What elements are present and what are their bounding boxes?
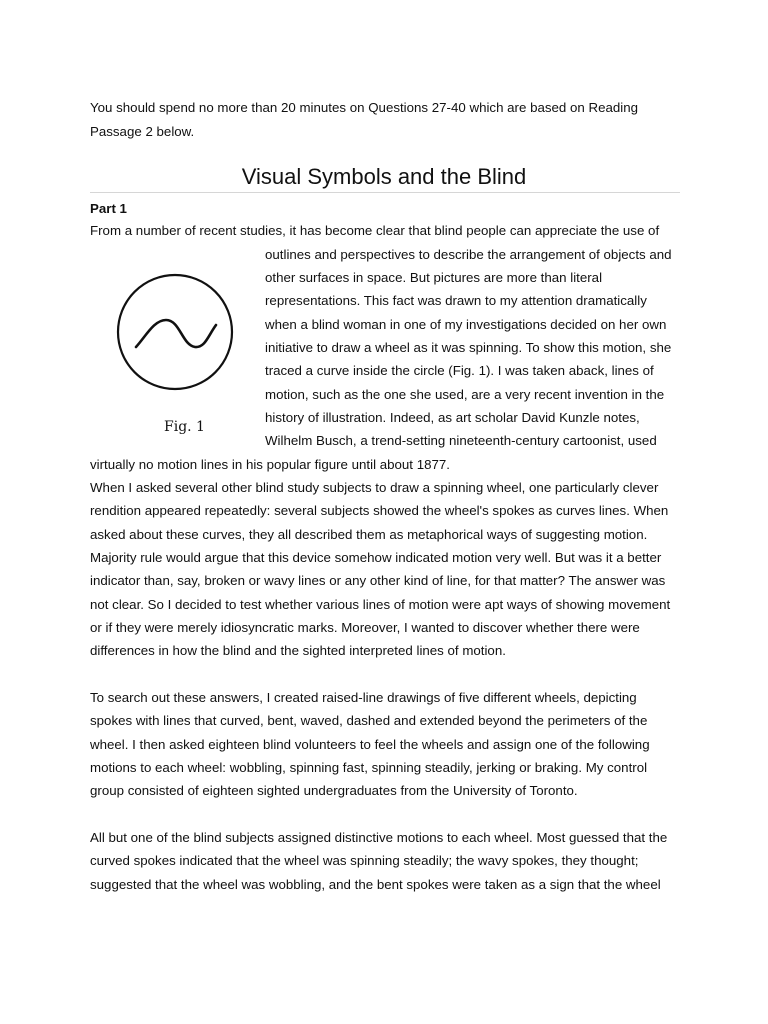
- paragraph3-line: motions to each wheel: wobbling, spinning fast, spinning steadily, jerking or braking. My control: [90, 760, 648, 775]
- spinning-wheel-drawing: [110, 270, 240, 410]
- paragraph3-line: spokes with lines that curved, bent, waved, dashed and extended beyond the perimeters of the: [90, 713, 648, 728]
- paragraph2-line: asked about these curves, they all described them as metaphorical ways of suggesting motion.: [90, 527, 648, 542]
- paragraph1-line: representations. This fact was drawn to my attention dramatically: [265, 293, 647, 308]
- paragraph1-line: when a blind woman in one of my investigations decided on her own: [265, 317, 667, 332]
- part-heading: Part 1: [90, 201, 127, 216]
- paragraph2-line: When I asked several other blind study subjects to draw a spinning wheel, one particularly clever: [90, 480, 659, 495]
- figure-1: [110, 270, 240, 440]
- paragraph3-line: To search out these answers, I created raised-line drawings of five different wheels, depicting: [90, 690, 637, 705]
- paragraph1-line: initiative to draw a wheel as it was spinning. To show this motion, she: [265, 340, 672, 355]
- title-divider: [90, 192, 680, 193]
- motion-curve: [136, 320, 216, 347]
- paragraph1-line: traced a curve inside the circle (Fig. 1). I was taken aback, lines of: [265, 363, 654, 378]
- instructions-line-2: Passage 2 below.: [90, 124, 195, 139]
- paragraph1-line: other surfaces in space. But pictures are more than literal: [265, 270, 603, 285]
- paragraph3-line: group consisted of eighteen sighted undergraduates from the University of Toronto.: [90, 783, 578, 798]
- passage-title: Visual Symbols and the Blind: [241, 164, 527, 189]
- paragraph4-line: suggested that the wheel was wobbling, and the bent spokes were taken as a sign that the wheel: [90, 877, 661, 892]
- paragraph2-line: or if they were merely idiosyncratic marks. Moreover, I wanted to discover whether there were: [90, 620, 640, 635]
- paragraph2-line: indicator than, say, broken or wavy lines or any other kind of line, for that matter? The answer was: [90, 573, 666, 588]
- paragraph2-line: not clear. So I decided to test whether various lines of motion were apt ways of showing movement: [90, 597, 671, 612]
- paragraph1-line: outlines and perspectives to describe the arrangement of objects and: [265, 247, 672, 262]
- paragraph2-line: rendition appeared repeatedly: several subjects showed the wheel's spokes as curves lines. When: [90, 503, 669, 518]
- paragraph3-line: wheel. I then asked eighteen blind volunteers to feel the wheels and assign one of the following: [90, 737, 650, 752]
- figure-caption: Fig. 1: [164, 419, 205, 435]
- paragraph1-line: From a number of recent studies, it has become clear that blind people can appreciate the use of: [90, 223, 660, 238]
- paragraph1-line: virtually no motion lines in his popular figure until about 1877.: [90, 457, 450, 472]
- paragraph4-line: curved spokes indicated that the wheel was spinning steadily; the wavy spokes, they thought;: [90, 853, 639, 868]
- paragraph4-line: All but one of the blind subjects assigned distinctive motions to each wheel. Most guessed that the: [90, 830, 668, 845]
- wheel-circle: [118, 275, 232, 389]
- paragraph1-line: motion, such as the one she used, are a very recent invention in the: [265, 387, 665, 402]
- instructions-line-1: You should spend no more than 20 minutes on Questions 27-40 which are based on Reading: [90, 100, 639, 115]
- paragraph2-line: differences in how the blind and the sighted interpreted lines of motion.: [90, 643, 506, 658]
- paragraph1-line: history of illustration. Indeed, as art scholar David Kunzle notes,: [265, 410, 640, 425]
- paragraph2-line: Majority rule would argue that this device somehow indicated motion very well. But was it a better: [90, 550, 662, 565]
- paragraph1-line: Wilhelm Busch, a trend-setting nineteenth-century cartoonist, used: [265, 433, 657, 448]
